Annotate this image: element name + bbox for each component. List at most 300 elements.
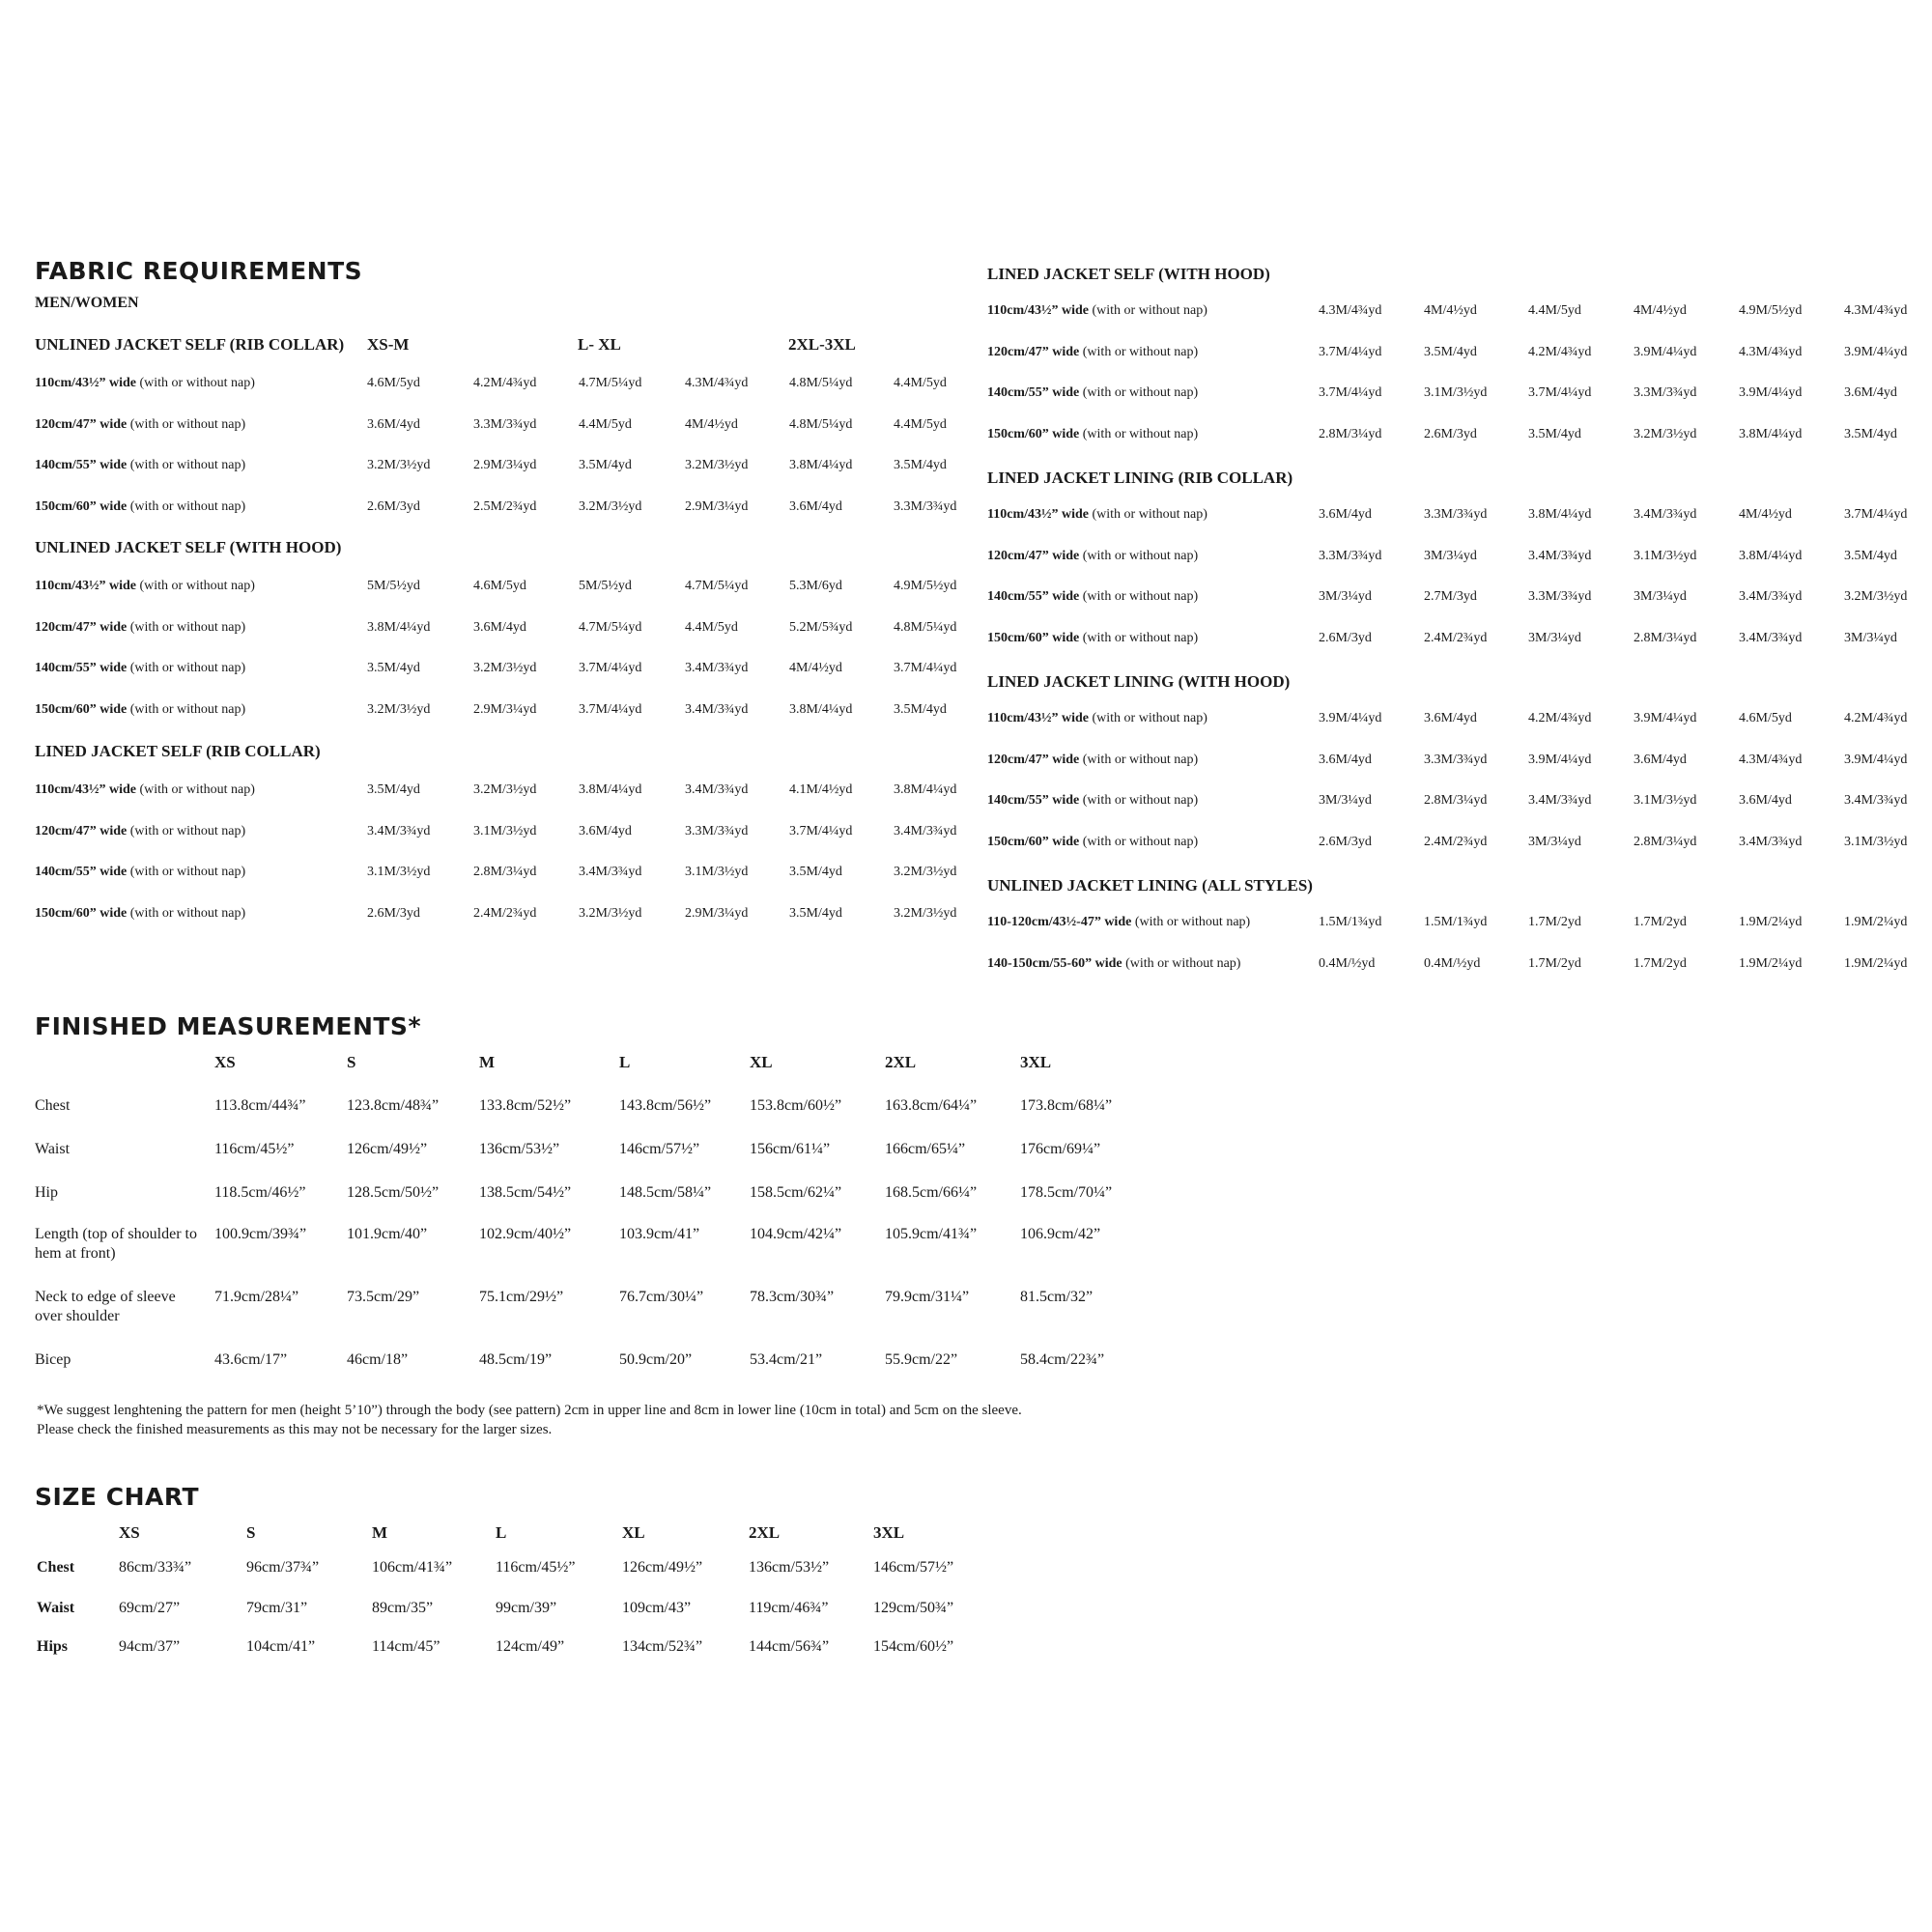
fabric-amount: 3.4M/3¾yd xyxy=(685,782,749,797)
fabric-width: 140cm/55” wide xyxy=(987,589,1080,605)
fabric-amount: 3.6M/4yd xyxy=(579,823,632,838)
finished-value: 106.9cm/42” xyxy=(1020,1226,1101,1242)
fabric-row xyxy=(35,458,981,477)
fabric-nap-note: (with or without nap) xyxy=(129,416,246,432)
fabric-amount: 3.8M/4¼yd xyxy=(1739,427,1803,442)
fabric-amount: 3.8M/4¼yd xyxy=(789,458,853,472)
fabric-amount: 4.2M/4¾yd xyxy=(1528,344,1592,359)
finished-value: 79.9cm/31¼” xyxy=(885,1289,970,1305)
fabric-amount: 5M/5½yd xyxy=(579,579,632,593)
fabric-nap-note: (with or without nap) xyxy=(1092,507,1208,522)
fabric-width: 150cm/60” wide xyxy=(987,631,1080,646)
fabric-amount: 3.4M/3¾yd xyxy=(579,865,642,879)
fabric-width: 110cm/43½” wide xyxy=(987,507,1089,522)
finished-row xyxy=(35,1183,1175,1226)
fabric-amount: 4M/4½yd xyxy=(1424,303,1477,318)
fabric-amount: 3.6M/4yd xyxy=(1634,752,1687,767)
fabric-width: 120cm/47” wide xyxy=(35,823,128,838)
fabric-amount: 3M/3¼yd xyxy=(1634,589,1687,605)
fabric-amount: 3.4M/3¾yd xyxy=(367,823,431,838)
finished-value: 156cm/61¼” xyxy=(750,1141,831,1157)
fabric-row xyxy=(35,417,981,437)
fabric-amount: 3.3M/3¾yd xyxy=(685,823,749,838)
fabric-requirements-title: FABRIC REQUIREMENTS xyxy=(35,257,363,285)
size-chart-value: 136cm/53½” xyxy=(749,1559,830,1576)
size-chart-row xyxy=(37,1638,1003,1662)
fabric-amount: 3.1M/3½yd xyxy=(1424,385,1488,401)
fabric-width-label xyxy=(987,753,1198,768)
fabric-amount: 3.2M/3½yd xyxy=(367,458,431,472)
fabric-amount: 3.3M/3¾yd xyxy=(1528,589,1592,605)
size-chart-value: 116cm/45½” xyxy=(496,1559,576,1576)
fabric-nap-note: (with or without nap) xyxy=(1082,344,1199,359)
fabric-amount: 3.5M/4yd xyxy=(367,661,420,675)
fabric-amount: 3.5M/4yd xyxy=(1844,427,1897,442)
fabric-row xyxy=(35,782,981,802)
finished-value: 148.5cm/58¼” xyxy=(619,1184,712,1201)
fabric-row xyxy=(987,427,1929,446)
fabric-amount: 3.1M/3½yd xyxy=(1844,835,1908,850)
fabric-width-label xyxy=(35,661,245,676)
fabric-amount: 4.8M/5¼yd xyxy=(789,376,853,390)
finished-value: 50.9cm/20” xyxy=(619,1351,693,1368)
fabric-width-label xyxy=(35,458,245,473)
fabric-amount: 3.6M/4yd xyxy=(1739,793,1792,809)
fabric-amount: 3.6M/4yd xyxy=(1844,385,1897,401)
fabric-width-label xyxy=(35,824,245,839)
size-chart-value: 144cm/56¾” xyxy=(749,1638,830,1655)
fabric-amount: 4.4M/5yd xyxy=(685,619,738,635)
finished-row xyxy=(35,1140,1175,1182)
finished-value: 73.5cm/29” xyxy=(347,1289,420,1305)
fabric-nap-note: (with or without nap) xyxy=(129,498,246,514)
fabric-amount: 3.7M/4¼yd xyxy=(1528,385,1592,401)
fabric-width: 140cm/55” wide xyxy=(35,661,128,675)
fabric-row xyxy=(987,303,1929,323)
fabric-amount: 1.7M/2yd xyxy=(1528,915,1581,929)
fabric-nap-note: (with or without nap) xyxy=(139,376,255,390)
finished-size-header: L xyxy=(619,1053,631,1071)
size-chart-value: 146cm/57½” xyxy=(873,1559,954,1576)
size-chart-value: 79cm/31” xyxy=(246,1600,308,1616)
fabric-row xyxy=(987,711,1929,730)
fabric-amount: 4.4M/5yd xyxy=(579,416,632,432)
fabric-amount: 1.9M/2¼yd xyxy=(1739,915,1803,929)
fabric-amount: 3.2M/3½yd xyxy=(1844,589,1908,605)
finished-value: 123.8cm/48¾” xyxy=(347,1097,440,1114)
finished-row-label: Length (top of shoulder to hem at front) xyxy=(35,1226,197,1262)
fabric-amount: 3.5M/4yd xyxy=(789,865,842,879)
fabric-row xyxy=(987,589,1929,609)
size-chart-size-header: XL xyxy=(622,1523,645,1542)
finished-value: 103.9cm/41” xyxy=(619,1226,700,1242)
fabric-amount: 3.4M/3¾yd xyxy=(685,661,749,675)
fabric-row xyxy=(987,549,1929,568)
fabric-amount: 2.8M/3¼yd xyxy=(1319,427,1382,442)
fabric-amount: 3.2M/3½yd xyxy=(1634,427,1697,442)
fabric-row xyxy=(35,376,981,395)
fabric-amount: 3.5M/4yd xyxy=(894,458,947,472)
size-chart-header-row xyxy=(37,1523,1003,1547)
size-chart-size-header: 2XL xyxy=(749,1523,781,1542)
fabric-amount: 4.9M/5½yd xyxy=(894,579,957,593)
fabric-amount: 2.8M/3¼yd xyxy=(1424,793,1488,809)
fabric-width-label xyxy=(987,835,1198,850)
fabric-width: 140cm/55” wide xyxy=(987,385,1080,401)
fabric-width-label xyxy=(35,376,255,391)
fabric-amount: 3.5M/4yd xyxy=(579,458,632,472)
finished-size-header: 3XL xyxy=(1020,1053,1052,1071)
fabric-row xyxy=(987,385,1929,405)
size-chart-value: 69cm/27” xyxy=(119,1600,181,1616)
fabric-width-label xyxy=(987,427,1198,442)
size-chart-value: 124cm/49” xyxy=(496,1638,565,1655)
fabric-amount: 5.2M/5¾yd xyxy=(789,619,853,635)
finished-value: 100.9cm/39¾” xyxy=(214,1226,307,1242)
fabric-amount: 4.7M/5¼yd xyxy=(579,619,642,635)
size-chart-value: 96cm/37¾” xyxy=(246,1559,320,1576)
fabric-row xyxy=(987,753,1929,772)
finished-value: 81.5cm/32” xyxy=(1020,1289,1094,1305)
fabric-width-label xyxy=(987,385,1198,401)
fabric-amount: 2.6M/3yd xyxy=(1424,427,1477,442)
fabric-amount: 3.3M/3¾yd xyxy=(1424,752,1488,767)
finished-value: 118.5cm/46½” xyxy=(214,1184,306,1201)
fabric-nap-note: (with or without nap) xyxy=(1082,589,1199,605)
finished-row-label: Neck to edge of sleeve over shoulder xyxy=(35,1289,176,1324)
fabric-amount: 3.8M/4¼yd xyxy=(1528,507,1592,522)
fabric-row xyxy=(987,793,1929,812)
size-chart-value: 86cm/33¾” xyxy=(119,1559,192,1576)
fabric-width-label xyxy=(35,579,255,594)
size-chart-value: 94cm/37” xyxy=(119,1638,181,1655)
size-group-header: XS-M xyxy=(367,335,410,354)
fabric-row xyxy=(987,345,1929,364)
fabric-width: 110cm/43½” wide xyxy=(987,711,1089,725)
fabric-nap-note: (with or without nap) xyxy=(1082,835,1199,850)
fabric-amount: 3.2M/3½yd xyxy=(367,701,431,717)
fabric-amount: 3.4M/3¾yd xyxy=(1528,548,1592,563)
finished-row-label: Bicep xyxy=(35,1351,71,1368)
fabric-amount: 3.1M/3½yd xyxy=(685,865,749,879)
fabric-amount: 3.8M/4¼yd xyxy=(789,701,853,717)
audience-label: MEN/WOMEN xyxy=(35,295,139,311)
fabric-amount: 3.2M/3½yd xyxy=(473,661,537,675)
fabric-amount: 1.5M/1¾yd xyxy=(1319,915,1382,929)
fabric-amount: 3.2M/3½yd xyxy=(579,905,642,921)
fabric-amount: 4M/4½yd xyxy=(789,661,842,675)
fabric-width: 120cm/47” wide xyxy=(35,619,128,635)
size-chart-value: 109cm/43” xyxy=(622,1600,692,1616)
fabric-amount: 3.3M/3¾yd xyxy=(473,416,537,432)
fabric-amount: 3.5M/4yd xyxy=(1424,344,1477,359)
fabric-nap-note: (with or without nap) xyxy=(1092,303,1208,318)
fabric-row xyxy=(987,631,1929,650)
fabric-amount: 3M/3¼yd xyxy=(1844,631,1897,646)
fabric-nap-note: (with or without nap) xyxy=(1082,385,1199,401)
fabric-amount: 1.7M/2yd xyxy=(1528,955,1581,971)
finished-size-header-row xyxy=(35,1053,1175,1076)
fabric-amount: 1.9M/2¼yd xyxy=(1844,955,1908,971)
finished-size-header: M xyxy=(479,1053,496,1071)
fabric-amount: 3.4M/3¾yd xyxy=(1739,835,1803,850)
fabric-width: 120cm/47” wide xyxy=(987,344,1080,359)
finished-row-label: Chest xyxy=(35,1097,71,1114)
fabric-amount: 2.6M/3yd xyxy=(367,498,420,514)
fabric-nap-note: (with or without nap) xyxy=(1082,752,1199,767)
finished-value: 58.4cm/22¾” xyxy=(1020,1351,1105,1368)
fabric-width-label xyxy=(35,865,245,880)
fabric-amount: 0.4M/½yd xyxy=(1424,955,1481,971)
fabric-nap-note: (with or without nap) xyxy=(1092,711,1208,725)
fabric-amount: 3.9M/4¼yd xyxy=(1319,711,1382,725)
fabric-width: 150cm/60” wide xyxy=(987,835,1080,850)
finished-value: 173.8cm/68¼” xyxy=(1020,1097,1113,1114)
size-chart-value: 104cm/41” xyxy=(246,1638,316,1655)
size-chart-value: 106cm/41¾” xyxy=(372,1559,453,1576)
fabric-section-heading: UNLINED JACKET LINING (ALL STYLES) xyxy=(987,876,1313,895)
fabric-row xyxy=(35,620,981,639)
fabric-amount: 3.6M/4yd xyxy=(473,619,526,635)
fabric-amount: 3M/3¼yd xyxy=(1424,548,1477,563)
fabric-width: 140-150cm/55-60” wide xyxy=(987,955,1122,971)
finished-value: 105.9cm/41¾” xyxy=(885,1226,978,1242)
fabric-amount: 5.3M/6yd xyxy=(789,579,842,593)
finished-row-label: Hip xyxy=(35,1184,58,1201)
fabric-amount: 3.3M/3¾yd xyxy=(1634,385,1697,401)
fabric-amount: 3.4M/3¾yd xyxy=(1634,507,1697,522)
fabric-amount: 2.9M/3¼yd xyxy=(685,498,749,514)
fabric-amount: 4.6M/5yd xyxy=(367,376,420,390)
fabric-amount: 2.8M/3¼yd xyxy=(473,865,537,879)
fabric-nap-note: (with or without nap) xyxy=(129,661,246,675)
fabric-amount: 3.4M/3¾yd xyxy=(1844,793,1908,809)
fabric-amount: 2.4M/2¾yd xyxy=(1424,835,1488,850)
fabric-amount: 4.1M/4½yd xyxy=(789,782,853,797)
finished-row xyxy=(35,1288,1175,1330)
fabric-width-label xyxy=(35,620,245,636)
fabric-amount: 3.6M/4yd xyxy=(1319,507,1372,522)
fabric-section-heading: LINED JACKET LINING (RIB COLLAR) xyxy=(987,469,1293,487)
fabric-amount: 4M/4½yd xyxy=(685,416,738,432)
fabric-nap-note: (with or without nap) xyxy=(139,782,255,797)
fabric-amount: 3.2M/3½yd xyxy=(473,782,537,797)
fabric-amount: 3.1M/3½yd xyxy=(473,823,537,838)
fabric-row xyxy=(35,906,981,925)
finished-value: 46cm/18” xyxy=(347,1351,409,1368)
fabric-nap-note: (with or without nap) xyxy=(129,905,246,921)
fabric-amount: 2.6M/3yd xyxy=(1319,835,1372,850)
fabric-amount: 3.7M/4¼yd xyxy=(579,701,642,717)
fabric-amount: 3.8M/4¼yd xyxy=(367,619,431,635)
fabric-amount: 3M/3¼yd xyxy=(1319,589,1372,605)
fabric-width-label xyxy=(987,303,1208,319)
fabric-amount: 5M/5½yd xyxy=(367,579,420,593)
fabric-amount: 4.2M/4¾yd xyxy=(1844,711,1908,725)
fabric-row xyxy=(987,835,1929,854)
fabric-amount: 3.7M/4¼yd xyxy=(894,661,957,675)
fabric-amount: 1.7M/2yd xyxy=(1634,915,1687,929)
finished-value: 138.5cm/54½” xyxy=(479,1184,572,1201)
fabric-amount: 4.4M/5yd xyxy=(894,376,947,390)
size-chart-value: 99cm/39” xyxy=(496,1600,557,1616)
size-chart-row xyxy=(37,1559,1003,1582)
fabric-nap-note: (with or without nap) xyxy=(1134,915,1251,929)
finished-value: 178.5cm/70¼” xyxy=(1020,1184,1113,1201)
fabric-width: 140cm/55” wide xyxy=(35,865,128,879)
fabric-amount: 4.7M/5¼yd xyxy=(579,376,642,390)
finished-value: 71.9cm/28¼” xyxy=(214,1289,299,1305)
fabric-amount: 3.1M/3½yd xyxy=(1634,793,1697,809)
finished-row xyxy=(35,1096,1175,1139)
fabric-width-label xyxy=(987,956,1240,972)
fabric-amount: 3.6M/4yd xyxy=(1424,711,1477,725)
fabric-amount: 3.5M/4yd xyxy=(789,905,842,921)
fabric-width-label xyxy=(987,549,1198,564)
fabric-nap-note: (with or without nap) xyxy=(1125,955,1241,971)
size-chart-size-header: M xyxy=(372,1523,388,1542)
fabric-width: 140cm/55” wide xyxy=(987,793,1080,809)
fabric-amount: 3M/3¼yd xyxy=(1528,835,1581,850)
fabric-nap-note: (with or without nap) xyxy=(129,865,246,879)
fabric-amount: 3.4M/3¾yd xyxy=(1528,793,1592,809)
finished-value: 158.5cm/62¼” xyxy=(750,1184,842,1201)
finished-value: 133.8cm/52½” xyxy=(479,1097,572,1114)
finished-value: 126cm/49½” xyxy=(347,1141,428,1157)
size-chart-value: 119cm/46¾” xyxy=(749,1600,829,1616)
fabric-amount: 2.6M/3yd xyxy=(367,905,420,921)
fabric-amount: 3.3M/3¾yd xyxy=(1424,507,1488,522)
fabric-width: 150cm/60” wide xyxy=(987,427,1080,442)
fabric-width: 120cm/47” wide xyxy=(987,752,1080,767)
fabric-amount: 3.3M/3¾yd xyxy=(894,498,957,514)
fabric-amount: 3.2M/3½yd xyxy=(894,865,957,879)
fabric-amount: 3.7M/4¼yd xyxy=(1844,507,1908,522)
fabric-width-label xyxy=(987,915,1250,930)
fabric-amount: 3.1M/3½yd xyxy=(367,865,431,879)
fabric-amount: 3.4M/3¾yd xyxy=(685,701,749,717)
fabric-amount: 3.1M/3½yd xyxy=(1634,548,1697,563)
fabric-amount: 1.9M/2¼yd xyxy=(1739,955,1803,971)
finished-value: 163.8cm/64¼” xyxy=(885,1097,978,1114)
fabric-section-heading: LINED JACKET SELF (WITH HOOD) xyxy=(987,265,1270,283)
fabric-row xyxy=(987,956,1929,976)
fabric-amount: 3.4M/3¾yd xyxy=(1739,589,1803,605)
finished-measurements-title: FINISHED MEASUREMENTS* xyxy=(35,1012,422,1040)
finished-value: 168.5cm/66¼” xyxy=(885,1184,978,1201)
fabric-amount: 3.9M/4¼yd xyxy=(1739,385,1803,401)
fabric-nap-note: (with or without nap) xyxy=(1082,548,1199,563)
finished-value: 128.5cm/50½” xyxy=(347,1184,440,1201)
fabric-amount: 4.2M/4¾yd xyxy=(1528,711,1592,725)
finished-value: 55.9cm/22” xyxy=(885,1351,958,1368)
fabric-row xyxy=(35,661,981,680)
size-chart-value: 114cm/45” xyxy=(372,1638,440,1655)
fabric-width-label xyxy=(987,631,1198,646)
fabric-amount: 3.9M/4¼yd xyxy=(1844,752,1908,767)
fabric-amount: 3.5M/4yd xyxy=(1528,427,1581,442)
fabric-width-label xyxy=(987,589,1198,605)
fabric-amount: 3.8M/4¼yd xyxy=(894,782,957,797)
fabric-amount: 3.9M/4¼yd xyxy=(1634,344,1697,359)
finished-note-line-2: Please check the finished measurements as this may not be necessary for the larger sizes. xyxy=(37,1422,553,1437)
fabric-row xyxy=(35,702,981,722)
fabric-amount: 3.7M/4¼yd xyxy=(1319,385,1382,401)
fabric-amount: 4M/4½yd xyxy=(1739,507,1792,522)
fabric-amount: 4M/4½yd xyxy=(1634,303,1687,318)
fabric-amount: 2.8M/3¼yd xyxy=(1634,835,1697,850)
size-chart-value: 126cm/49½” xyxy=(622,1559,703,1576)
fabric-amount: 2.8M/3¼yd xyxy=(1634,631,1697,646)
fabric-amount: 3.7M/4¼yd xyxy=(1319,344,1382,359)
fabric-amount: 4.8M/5¼yd xyxy=(789,416,853,432)
finished-size-header: S xyxy=(347,1053,356,1071)
finished-row xyxy=(35,1350,1175,1393)
fabric-amount: 2.9M/3¼yd xyxy=(473,458,537,472)
size-group-header: 2XL-3XL xyxy=(788,335,856,354)
fabric-width: 150cm/60” wide xyxy=(35,701,128,717)
fabric-nap-note: (with or without nap) xyxy=(129,458,246,472)
size-chart-value: 134cm/52¾” xyxy=(622,1638,703,1655)
finished-value: 116cm/45½” xyxy=(214,1141,295,1157)
fabric-amount: 4.4M/5yd xyxy=(894,416,947,432)
fabric-width: 110-120cm/43½-47” wide xyxy=(987,915,1132,929)
fabric-amount: 1.7M/2yd xyxy=(1634,955,1687,971)
fabric-nap-note: (with or without nap) xyxy=(139,579,255,593)
fabric-amount: 1.5M/1¾yd xyxy=(1424,915,1488,929)
fabric-width: 150cm/60” wide xyxy=(35,905,128,921)
finished-value: 101.9cm/40” xyxy=(347,1226,428,1242)
fabric-amount: 4.6M/5yd xyxy=(1739,711,1792,725)
fabric-amount: 4.7M/5¼yd xyxy=(685,579,749,593)
fabric-nap-note: (with or without nap) xyxy=(1082,631,1199,646)
fabric-amount: 4.3M/4¾yd xyxy=(1319,303,1382,318)
fabric-amount: 3.9M/4¼yd xyxy=(1634,711,1697,725)
fabric-amount: 3.6M/4yd xyxy=(367,416,420,432)
fabric-amount: 3.2M/3½yd xyxy=(685,458,749,472)
fabric-amount: 4.8M/5¼yd xyxy=(894,619,957,635)
finished-value: 48.5cm/19” xyxy=(479,1351,553,1368)
fabric-row xyxy=(987,915,1929,934)
fabric-amount: 2.9M/3¼yd xyxy=(685,905,749,921)
fabric-amount: 4.6M/5yd xyxy=(473,579,526,593)
finished-value: 176cm/69¼” xyxy=(1020,1141,1101,1157)
size-chart-title: SIZE CHART xyxy=(35,1483,200,1511)
finished-size-header: XS xyxy=(214,1053,236,1071)
fabric-nap-note: (with or without nap) xyxy=(129,701,246,717)
fabric-amount: 3.8M/4¼yd xyxy=(1739,548,1803,563)
fabric-amount: 4.9M/5½yd xyxy=(1739,303,1803,318)
size-group-header: L- XL xyxy=(578,335,621,354)
fabric-width-label xyxy=(35,702,245,718)
fabric-amount: 2.6M/3yd xyxy=(1319,631,1372,646)
fabric-amount: 2.5M/2¾yd xyxy=(473,498,537,514)
fabric-amount: 3.8M/4¼yd xyxy=(579,782,642,797)
fabric-width: 140cm/55” wide xyxy=(35,458,128,472)
finished-value: 143.8cm/56½” xyxy=(619,1097,712,1114)
finished-value: 136cm/53½” xyxy=(479,1141,560,1157)
fabric-section-heading: LINED JACKET SELF (RIB COLLAR) xyxy=(35,742,321,760)
fabric-width-label xyxy=(987,793,1198,809)
fabric-amount: 4.3M/4¾yd xyxy=(685,376,749,390)
fabric-amount: 3.5M/4yd xyxy=(1844,548,1897,563)
finished-value: 75.1cm/29½” xyxy=(479,1289,564,1305)
fabric-row xyxy=(35,499,981,519)
fabric-amount: 4.3M/4¾yd xyxy=(1844,303,1908,318)
fabric-row xyxy=(35,579,981,598)
fabric-section-heading: LINED JACKET LINING (WITH HOOD) xyxy=(987,672,1291,691)
finished-value: 102.9cm/40½” xyxy=(479,1226,572,1242)
